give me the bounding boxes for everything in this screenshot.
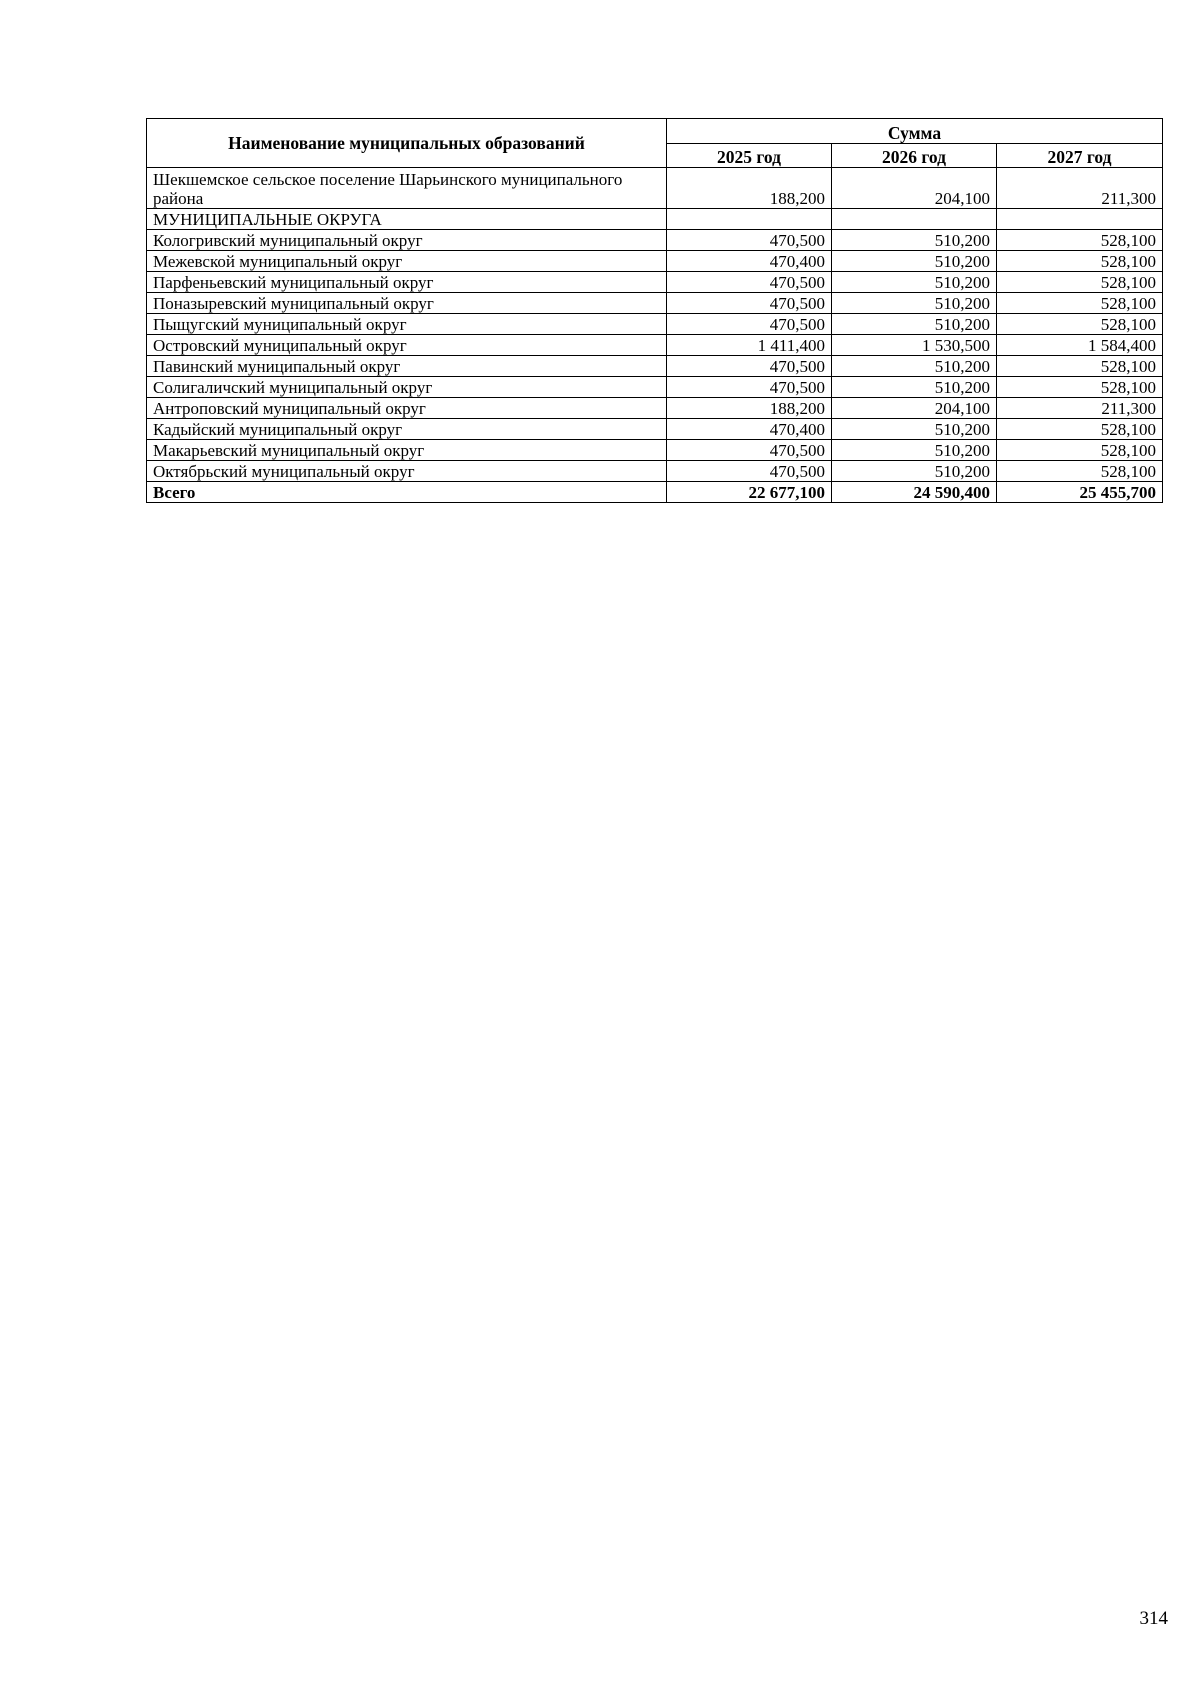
row-value-cell: 528,100 bbox=[997, 293, 1163, 314]
row-value-cell: 211,300 bbox=[997, 168, 1163, 209]
row-name-cell: МУНИЦИПАЛЬНЫЕ ОКРУГА bbox=[147, 209, 667, 230]
row-value-cell: 510,200 bbox=[832, 356, 997, 377]
table-row bbox=[147, 230, 1163, 251]
row-name-cell: Антроповский муниципальный округ bbox=[147, 398, 667, 419]
table-row bbox=[147, 293, 1163, 314]
row-value-cell: 204,100 bbox=[832, 398, 997, 419]
row-value-cell: 510,200 bbox=[832, 251, 997, 272]
row-name-cell: Островский муниципальный округ bbox=[147, 335, 667, 356]
header-sum-column: Сумма bbox=[667, 119, 1163, 144]
row-value-cell: 1 530,500 bbox=[832, 335, 997, 356]
row-value-cell bbox=[997, 209, 1163, 230]
table-row bbox=[147, 440, 1163, 461]
row-value-cell bbox=[667, 209, 832, 230]
total-value-cell: 24 590,400 bbox=[832, 482, 997, 503]
row-value-cell: 470,500 bbox=[667, 293, 832, 314]
row-value-cell: 528,100 bbox=[997, 314, 1163, 335]
row-value-cell: 510,200 bbox=[832, 293, 997, 314]
table-row bbox=[147, 209, 1163, 230]
row-value-cell: 528,100 bbox=[997, 251, 1163, 272]
table-row bbox=[147, 335, 1163, 356]
row-name-cell: Шекшемское сельское поселение Шарьинского муниципального района bbox=[147, 168, 667, 209]
row-value-cell: 528,100 bbox=[997, 377, 1163, 398]
row-name-cell: Павинский муниципальный округ bbox=[147, 356, 667, 377]
row-value-cell: 470,500 bbox=[667, 377, 832, 398]
table-row bbox=[147, 314, 1163, 335]
row-value-cell: 510,200 bbox=[832, 377, 997, 398]
table-row bbox=[147, 168, 1163, 209]
row-value-cell: 510,200 bbox=[832, 461, 997, 482]
row-name-cell: Октябрьский муниципальный округ bbox=[147, 461, 667, 482]
row-value-cell: 1 411,400 bbox=[667, 335, 832, 356]
table-row bbox=[147, 398, 1163, 419]
row-value-cell: 528,100 bbox=[997, 419, 1163, 440]
table-header-row bbox=[147, 119, 1163, 144]
row-value-cell: 204,100 bbox=[832, 168, 997, 209]
table-row bbox=[147, 356, 1163, 377]
header-year-2027: 2027 год bbox=[997, 143, 1163, 168]
row-value-cell: 188,200 bbox=[667, 398, 832, 419]
row-value-cell: 528,100 bbox=[997, 461, 1163, 482]
row-name-cell: Солигаличский муниципальный округ bbox=[147, 377, 667, 398]
total-row bbox=[147, 482, 1163, 503]
row-value-cell: 528,100 bbox=[997, 272, 1163, 293]
row-value-cell: 470,400 bbox=[667, 251, 832, 272]
row-value-cell: 470,500 bbox=[667, 356, 832, 377]
row-value-cell bbox=[832, 209, 997, 230]
table-row bbox=[147, 419, 1163, 440]
row-value-cell: 528,100 bbox=[997, 230, 1163, 251]
table-row bbox=[147, 251, 1163, 272]
row-value-cell: 528,100 bbox=[997, 440, 1163, 461]
row-value-cell: 528,100 bbox=[997, 356, 1163, 377]
row-name-cell: Кологривский муниципальный округ bbox=[147, 230, 667, 251]
row-value-cell: 211,300 bbox=[997, 398, 1163, 419]
total-value-cell: 22 677,100 bbox=[667, 482, 832, 503]
row-value-cell: 510,200 bbox=[832, 230, 997, 251]
table-body bbox=[147, 168, 1163, 503]
table-row bbox=[147, 272, 1163, 293]
row-name-cell: Макарьевский муниципальный округ bbox=[147, 440, 667, 461]
header-name-column: Наименование муниципальных образований bbox=[147, 119, 667, 168]
row-value-cell: 470,500 bbox=[667, 461, 832, 482]
row-value-cell: 1 584,400 bbox=[997, 335, 1163, 356]
row-value-cell: 470,500 bbox=[667, 314, 832, 335]
row-value-cell: 510,200 bbox=[832, 272, 997, 293]
table-row bbox=[147, 461, 1163, 482]
header-year-2025: 2025 год bbox=[667, 143, 832, 168]
row-value-cell: 470,500 bbox=[667, 272, 832, 293]
row-name-cell: Кадыйский муниципальный округ bbox=[147, 419, 667, 440]
row-name-cell: Парфеньевский муниципальный округ bbox=[147, 272, 667, 293]
total-value-cell: 25 455,700 bbox=[997, 482, 1163, 503]
header-year-2026: 2026 год bbox=[832, 143, 997, 168]
budget-table bbox=[146, 118, 1163, 503]
row-value-cell: 510,200 bbox=[832, 314, 997, 335]
row-value-cell: 470,500 bbox=[667, 230, 832, 251]
row-name-cell: Поназыревский муниципальный округ bbox=[147, 293, 667, 314]
page-number: 314 bbox=[1139, 1608, 1168, 1629]
row-value-cell: 470,500 bbox=[667, 440, 832, 461]
row-name-cell: Пыщугский муниципальный округ bbox=[147, 314, 667, 335]
row-value-cell: 188,200 bbox=[667, 168, 832, 209]
row-value-cell: 510,200 bbox=[832, 419, 997, 440]
row-value-cell: 510,200 bbox=[832, 440, 997, 461]
row-value-cell: 470,400 bbox=[667, 419, 832, 440]
total-label-cell: Всего bbox=[147, 482, 667, 503]
table-row bbox=[147, 377, 1163, 398]
row-name-cell: Межевской муниципальный округ bbox=[147, 251, 667, 272]
